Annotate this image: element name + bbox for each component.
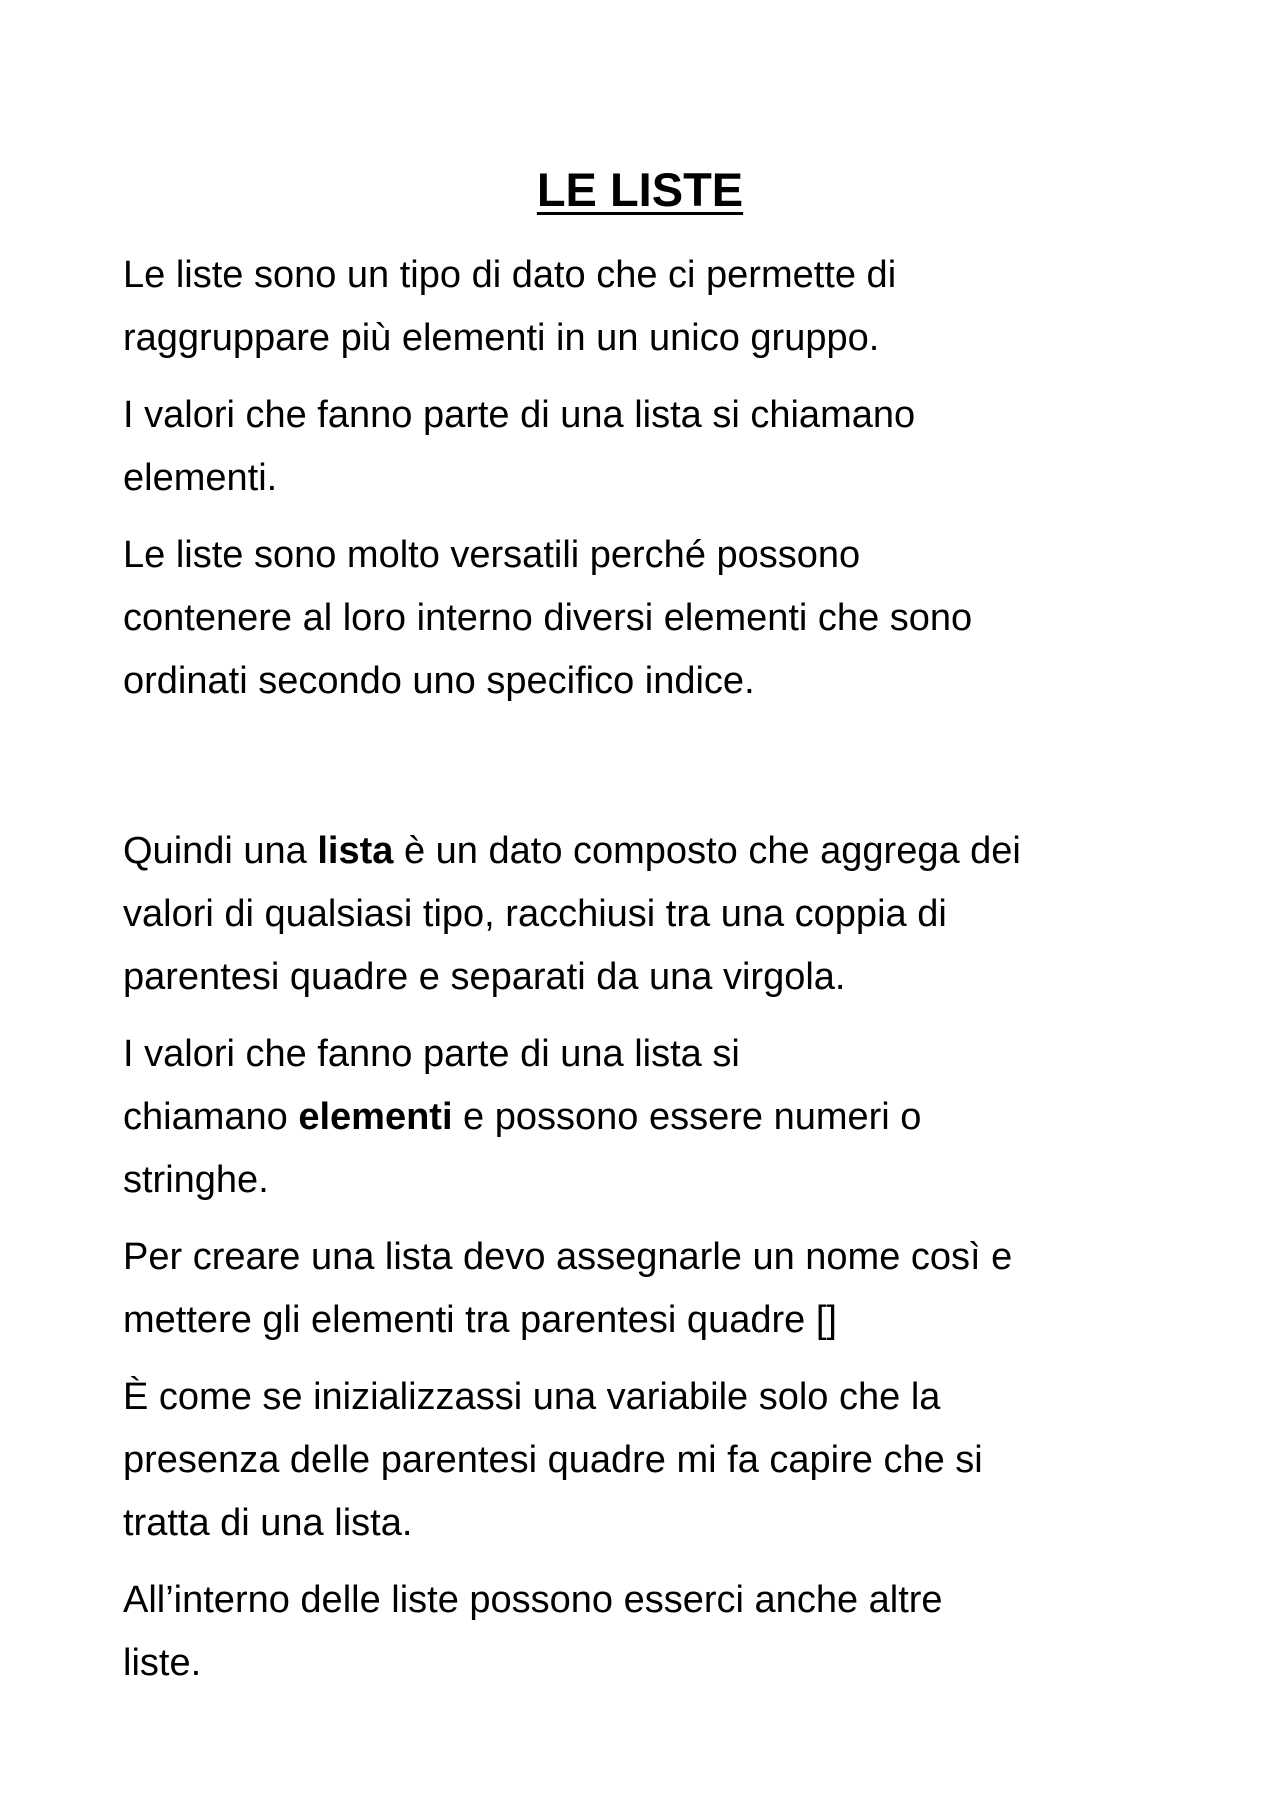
- paragraph-create-list: [123, 1226, 1173, 1352]
- text-run: chiamano: [123, 1096, 299, 1138]
- paragraph-line: ordinati secondo uno specifico indice.: [123, 660, 755, 702]
- paragraph-nested-lists: [123, 1569, 1173, 1695]
- paragraph-versatility: [123, 524, 1173, 713]
- page-title: [0, 162, 1280, 218]
- paragraph-line: valori di qualsiasi tipo, racchiusi tra una coppia di: [123, 893, 947, 935]
- text-run: è un dato composto che aggrega dei: [393, 830, 1021, 872]
- paragraph-line: presenza delle parentesi quadre mi fa capire che si: [123, 1439, 983, 1481]
- paragraph-line: contenere al loro interno diversi elementi che sono: [123, 597, 973, 639]
- paragraph-line: liste.: [123, 1642, 202, 1684]
- page-title-text: LE LISTE: [536, 163, 744, 216]
- paragraph-line: [123, 1086, 1173, 1149]
- paragraph-line: [123, 820, 1173, 883]
- paragraph-spacer: [123, 727, 1173, 820]
- paragraph-line: È come se inizializzassi una variabile solo che la: [123, 1376, 941, 1418]
- paragraph-element-types: [123, 1023, 1173, 1212]
- paragraph-line: All’interno delle liste possono esserci anche altre: [123, 1579, 943, 1621]
- paragraph-list-summary: [123, 820, 1173, 1009]
- paragraph-line: Le liste sono un tipo di dato che ci permette di: [123, 254, 897, 296]
- bold-term-lista: lista: [317, 830, 394, 872]
- paragraph-line: Per creare una lista devo assegnarle un nome così e: [123, 1236, 1013, 1278]
- paragraph-line: I valori che fanno parte di una lista si: [123, 1033, 740, 1075]
- paragraph-line: tratta di una lista.: [123, 1502, 413, 1544]
- text-run: Quindi una: [123, 830, 318, 872]
- text-run: e possono essere numeri o: [452, 1096, 922, 1138]
- document-body: [123, 244, 1173, 1709]
- paragraph-definition: [123, 244, 1173, 370]
- paragraph-line: raggruppare più elementi in un unico gruppo.: [123, 317, 880, 359]
- paragraph-line: mettere gli elementi tra parentesi quadre []: [123, 1299, 837, 1341]
- paragraph-line: I valori che fanno parte di una lista si chiamano: [123, 394, 916, 436]
- paragraph-line: stringhe.: [123, 1159, 269, 1201]
- bold-term-elementi: elementi: [298, 1096, 453, 1138]
- paragraph-line: parentesi quadre e separati da una virgola.: [123, 956, 846, 998]
- paragraph-line: elementi.: [123, 457, 278, 499]
- paragraph-variable-comparison: [123, 1366, 1173, 1555]
- paragraph-elements: [123, 384, 1173, 510]
- paragraph-line: Le liste sono molto versatili perché possono: [123, 534, 861, 576]
